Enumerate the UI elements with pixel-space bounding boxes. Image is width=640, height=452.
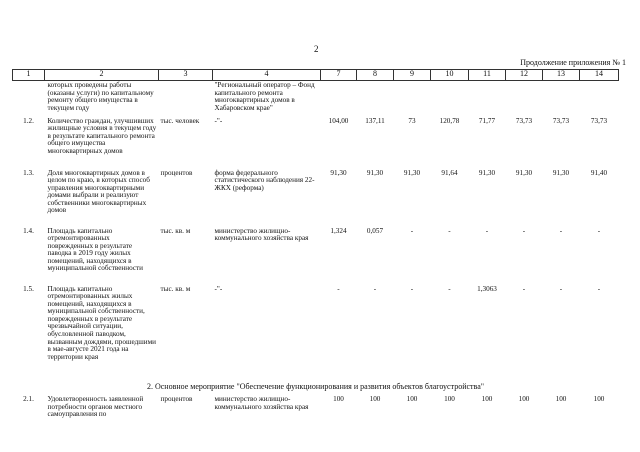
- value-cell: -: [410, 284, 414, 293]
- section-title: 2. Основное мероприятие "Обеспечение функционирования и развития объектов благоустройства": [146, 381, 485, 391]
- value-cell: 91,30: [478, 168, 496, 177]
- table-row: [13, 395, 619, 431]
- value-cell: 100: [593, 395, 605, 404]
- value-cell: 1,324: [330, 226, 347, 235]
- value-cell: -: [373, 284, 377, 293]
- value-cell: -: [448, 226, 451, 235]
- value-cell: 100: [518, 395, 530, 404]
- value-cell: 100: [406, 395, 418, 404]
- col-header: 8: [357, 70, 394, 81]
- col-header: 3: [159, 70, 213, 81]
- table-row: [13, 169, 619, 227]
- indicator-name: Площадь капитально отремонтированных жилых помещений, находящихся в муниципальной собственности, поврежденных в результате чрезвычайной ситуации, обусловленной паводком, вызванным дождями, прошедшими в мае-августе 2021 года на территории края: [47, 284, 157, 361]
- col-header: 14: [580, 70, 619, 81]
- value-cell: -: [559, 284, 563, 293]
- row-number: 1.5.: [23, 284, 34, 293]
- data-source: -"-: [214, 116, 223, 125]
- value-cell: 0,057: [366, 226, 384, 235]
- value-cell: 100: [481, 395, 493, 404]
- col-header: 2: [45, 70, 159, 81]
- page-number: 2: [314, 44, 319, 54]
- value-cell: 91,40: [590, 168, 608, 177]
- value-cell: 91,30: [330, 168, 347, 177]
- value-cell: -: [597, 226, 601, 235]
- indicator-name: Удовлетворенность заявленной потребности органов местного самоуправления по: [47, 395, 144, 419]
- col-header: 4: [213, 70, 321, 81]
- col-header: 13: [543, 70, 580, 81]
- value-cell: 91,30: [403, 168, 421, 177]
- row-number: 1.3.: [23, 168, 34, 177]
- unit: процентов: [160, 168, 193, 177]
- row-number: [13, 81, 45, 117]
- unit: тыс. кв. м: [160, 226, 191, 235]
- col-header: 7: [321, 70, 357, 81]
- value-cell: 104,00: [328, 116, 349, 125]
- value-cell: 100: [369, 395, 381, 404]
- value-cell: -: [410, 226, 414, 235]
- data-source: "Региональный оператор – Фонд капитального ремонта многоквартирных домов в Хабаровском крае": [214, 81, 315, 112]
- value-cell: 100: [333, 395, 344, 404]
- value-cell: -: [485, 226, 489, 235]
- value-cell: 91,30: [552, 168, 570, 177]
- data-source: министерство жилищно-коммунального хозяйства края: [214, 395, 309, 411]
- value-cell: -: [337, 284, 340, 293]
- value-cell: 73,73: [515, 116, 533, 125]
- value-cell: [543, 81, 580, 117]
- value-cell: 100: [444, 395, 455, 404]
- data-source: -"-: [214, 284, 223, 293]
- col-header: 11: [469, 70, 506, 81]
- table-row: [13, 285, 619, 379]
- value-cell: -: [522, 284, 526, 293]
- value-cell: 73,73: [590, 116, 608, 125]
- value-cell: [357, 81, 394, 117]
- value-cell: 91,64: [441, 168, 458, 177]
- indicator-name: которых проведены работы (оказаны услуги) по капитальному ремонту общего имущества в текущем году: [47, 81, 154, 112]
- indicator-name: Количество граждан, улучшивших жилищные условия в текущем году в результате капитального ремонта общего имущества многоквартирных домов: [47, 116, 157, 155]
- value-cell: [431, 81, 469, 117]
- value-cell: [506, 81, 543, 117]
- section-row: [13, 379, 619, 396]
- value-cell: 100: [555, 395, 567, 404]
- table-row: [13, 81, 619, 117]
- unit: тыс. кв. м: [160, 284, 191, 293]
- value-cell: [580, 81, 619, 117]
- unit: [159, 81, 213, 117]
- col-header: 12: [506, 70, 543, 81]
- value-cell: -: [597, 284, 601, 293]
- unit: процентов: [160, 395, 193, 404]
- value-cell: -: [448, 284, 451, 293]
- value-cell: 71,77: [478, 116, 496, 125]
- data-source: министерство жилищно-коммунального хозяйства края: [214, 226, 309, 243]
- col-header: 9: [394, 70, 431, 81]
- value-cell: 91,30: [515, 168, 533, 177]
- indicator-name: Доля многоквартирных домов в целом по краю, в которых способ управления многоквартирными домами выбрали и реализуют собственники многоквартирных домов: [47, 168, 150, 215]
- value-cell: 91,30: [366, 168, 384, 177]
- col-header: 10: [431, 70, 469, 81]
- unit: тыс. человек: [160, 116, 200, 125]
- value-cell: 137,11: [365, 116, 385, 125]
- value-cell: [321, 81, 357, 117]
- continuation-label: Продолжение приложения № 1: [520, 58, 626, 67]
- value-cell: 73,73: [552, 116, 570, 125]
- value-cell: 1,3063: [477, 284, 497, 293]
- value-cell: [394, 81, 431, 117]
- data-source: форма федерального статистического наблюдения 22-ЖКХ (реформа): [214, 168, 315, 192]
- header-row: [13, 70, 619, 81]
- value-cell: [469, 81, 506, 117]
- value-cell: 73: [408, 116, 416, 125]
- value-cell: 120,78: [439, 116, 460, 125]
- row-number: 1.4.: [23, 226, 34, 235]
- table-row: [13, 227, 619, 285]
- table-row: [13, 117, 619, 169]
- indicators-table: [12, 69, 619, 431]
- row-number: 1.2.: [23, 116, 34, 125]
- row-number: 2.1.: [23, 395, 34, 404]
- indicator-name: Площадь капитально отремонтированных поврежденных в результате паводка в 2019 году жилых помещений, находящихся в муниципальной собственности: [47, 226, 144, 273]
- col-header: 1: [13, 70, 45, 81]
- value-cell: -: [559, 226, 563, 235]
- value-cell: -: [522, 226, 526, 235]
